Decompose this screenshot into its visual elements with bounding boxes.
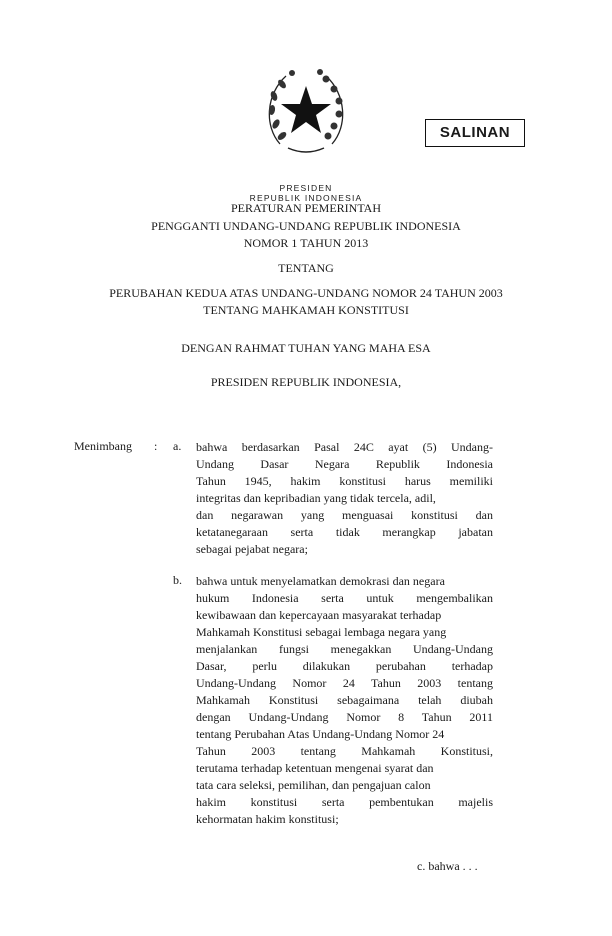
considering-colon: : (154, 439, 158, 453)
item-text-line: tentang Perubahan Atas Undang-Undang Nomor 24 (196, 727, 445, 741)
page-continuation: c. bahwa . . . (417, 859, 478, 873)
item-text-line: Mahkamah Konstitusi sebagai lembaga negara yang (196, 625, 447, 639)
letterhead-republik-indonesia: REPUBLIK INDONESIA (249, 193, 363, 203)
garuda-star-emblem (262, 64, 350, 156)
item-marker: a. (173, 439, 182, 453)
item-text-line: Undang Dasar Negara Republik Indonesia (196, 457, 493, 471)
item-text-line: bahwa untuk menyelamatkan demokrasi dan negara (196, 574, 445, 588)
item-text-line: hukum Indonesia serta untuk mengembalikan (196, 591, 493, 605)
considering-label: Menimbang (74, 439, 132, 453)
item-text-line: kehormatan hakim konstitusi; (196, 812, 339, 826)
salinan-stamp: SALINAN (425, 119, 525, 147)
invocation: DENGAN RAHMAT TUHAN YANG MAHA ESA (181, 341, 431, 355)
item-text-line: kewibawaan dan kepercayaan masyarakat terhadap (196, 608, 442, 622)
item-text-line: hakim konstitusi serta pembentukan majelis (196, 795, 493, 809)
item-text-line: dan negarawan yang menguasai konstitusi dan (196, 508, 493, 522)
subject-line-1: PERUBAHAN KEDUA ATAS UNDANG-UNDANG NOMOR 24 TAHUN 2003 (109, 286, 503, 300)
item-text-line: dengan Undang-Undang Nomor 8 Tahun 2011 (196, 710, 493, 724)
item-text-line: terutama terhadap ketentuan mengenai syarat dan (196, 761, 434, 775)
title-line-3: NOMOR 1 TAHUN 2013 (243, 236, 369, 250)
item-text-line: sebagai pejabat negara; (196, 542, 308, 556)
item-text-line: ketatanegaraan serta tidak merangkap jabatan (196, 525, 493, 539)
letterhead-presiden: PRESIDEN (279, 183, 333, 193)
item-text-line: menjalankan fungsi menegakkan Undang-Undang (196, 642, 493, 656)
item-text-line: Mahkamah Konstitusi sebagaimana telah diubah (196, 693, 493, 707)
item-text-line: Undang-Undang Nomor 24 Tahun 2003 tentang (196, 676, 493, 690)
title-line-2: PENGGANTI UNDANG-UNDANG REPUBLIK INDONESIA (151, 219, 461, 233)
subject-line-2: TENTANG MAHKAMAH KONSTITUSI (203, 303, 409, 317)
item-text-line: Dasar, perlu dilakukan perubahan terhadap (196, 659, 493, 673)
item-text-line: bahwa berdasarkan Pasal 24C ayat (5) Undang- (196, 440, 493, 454)
issuer: PRESIDEN REPUBLIK INDONESIA, (210, 375, 402, 389)
item-text-line: Tahun 1945, hakim konstitusi harus memiliki (196, 474, 493, 488)
title-line-1: PERATURAN PEMERINTAH (230, 201, 382, 215)
item-text-line: tata cara seleksi, pemilihan, dan pengajuan calon (196, 778, 431, 792)
item-marker: b. (173, 573, 182, 587)
tentang-heading: TENTANG (278, 261, 334, 275)
item-text-line: Tahun 2003 tentang Mahkamah Konstitusi, (196, 744, 493, 758)
item-text-line: integritas dan kepribadian yang tidak tercela, adil, (196, 491, 436, 505)
